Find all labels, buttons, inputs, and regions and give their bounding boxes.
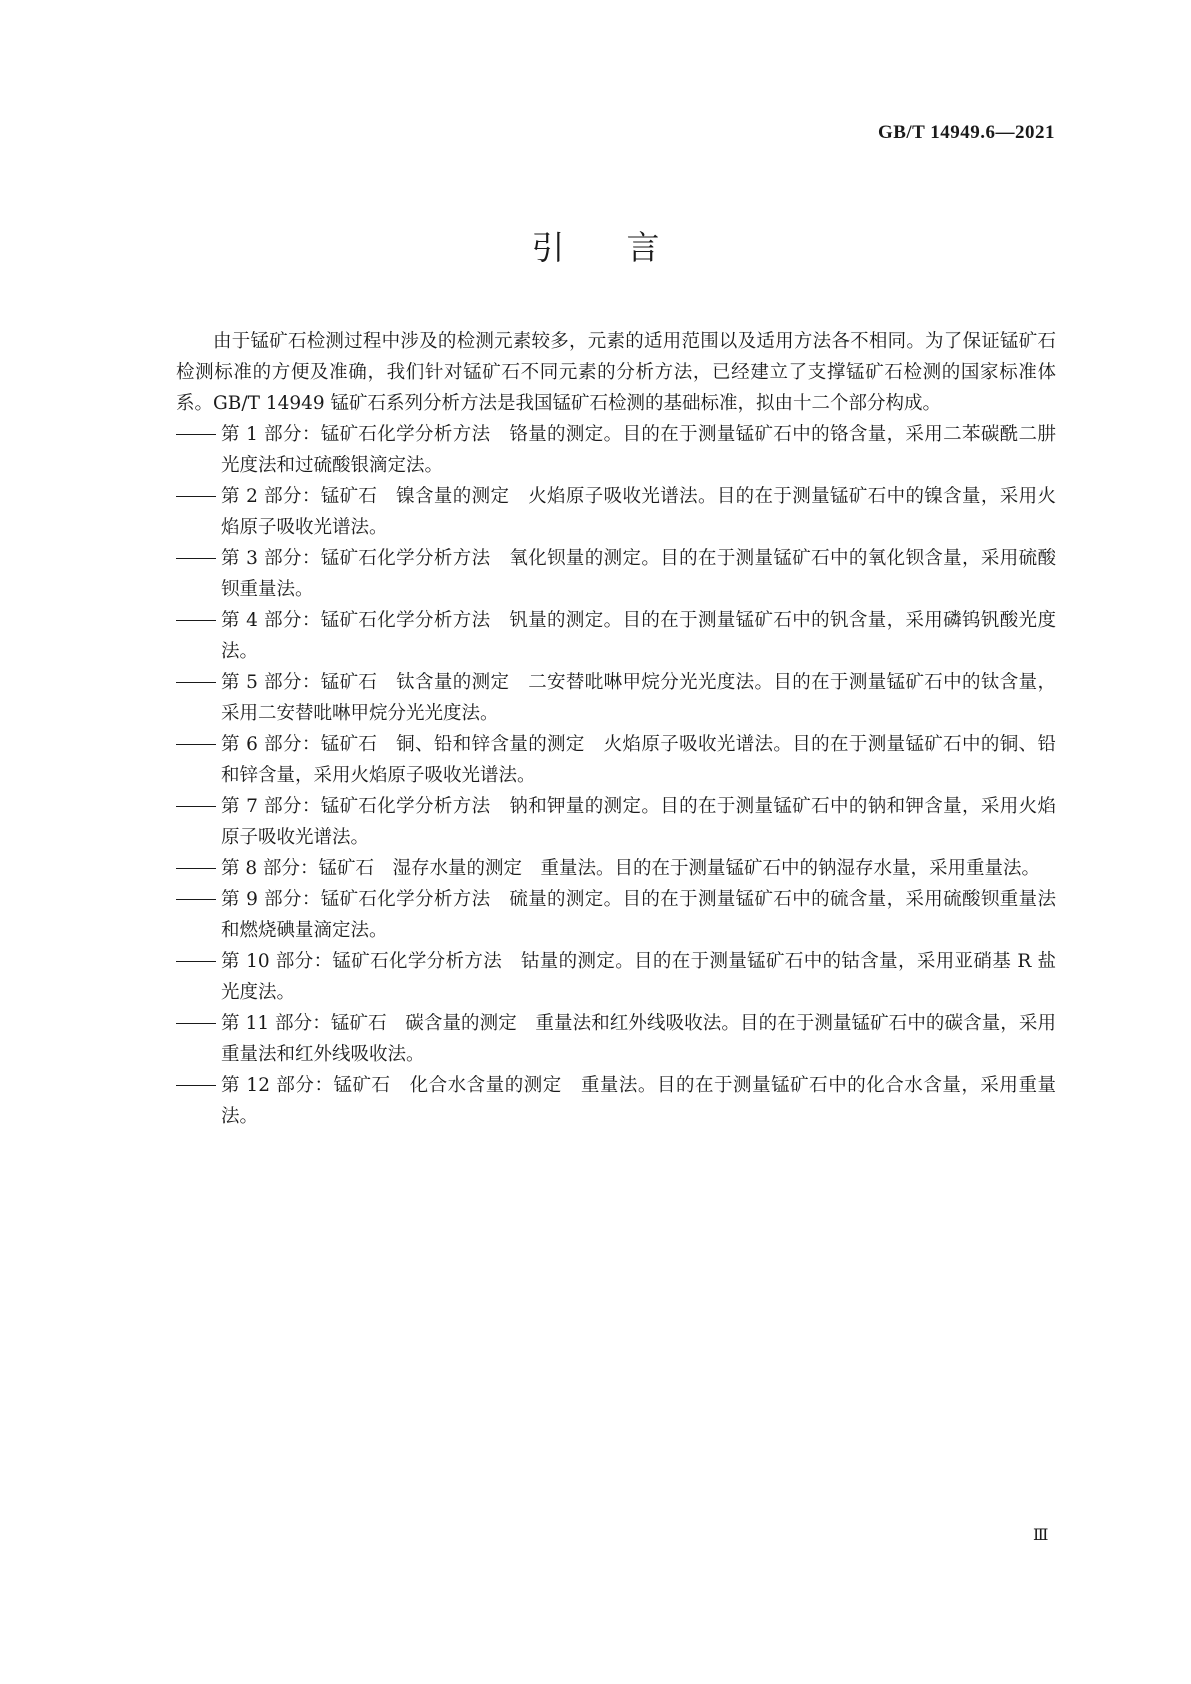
part-text: 第 3 部分：锰矿石化学分析方法 氧化钡量的测定。目的在于测量锰矿石中的氧化钡含量，采用硫酸钡重量法。 [221, 548, 1056, 600]
part-item [176, 884, 1056, 946]
part-item [176, 543, 1056, 605]
intro-paragraph: 由于锰矿石检测过程中涉及的检测元素较多，元素的适用范围以及适用方法各不相同。为了保证锰矿石检测标准的方便及准确，我们针对锰矿石不同元素的分析方法，已经建立了支撑锰矿石检测的国家标准体系。GB/T 14949 锰矿石系列分析方法是我国锰矿石检测的基础标准，拟由十二个部分构成。 [176, 331, 1056, 414]
part-text: 第 11 部分：锰矿石 碳含量的测定 重量法和红外线吸收法。目的在于测量锰矿石中的碳含量，采用重量法和红外线吸收法。 [221, 1013, 1056, 1065]
part-text: 第 6 部分：锰矿石 铜、铅和锌含量的测定 火焰原子吸收光谱法。目的在于测量锰矿石中的铜、铅和锌含量，采用火焰原子吸收光谱法。 [221, 734, 1056, 786]
part-item [176, 1070, 1056, 1132]
part-text: 第 2 部分：锰矿石 镍含量的测定 火焰原子吸收光谱法。目的在于测量锰矿石中的镍含量，采用火焰原子吸收光谱法。 [221, 486, 1056, 538]
standard-code: GB/T 14949.6—2021 [877, 122, 1055, 143]
part-item [176, 853, 1056, 884]
part-text: 第 5 部分：锰矿石 钛含量的测定 二安替吡啉甲烷分光光度法。目的在于测量锰矿石中的钛含量，采用二安替吡啉甲烷分光光度法。 [221, 672, 1056, 724]
part-text: 第 8 部分：锰矿石 湿存水量的测定 重量法。目的在于测量锰矿石中的钠湿存水量，采用重量法。 [221, 858, 1041, 879]
part-text: 第 10 部分：锰矿石化学分析方法 钴量的测定。目的在于测量锰矿石中的钴含量，采用亚硝基 R 盐光度法。 [221, 951, 1056, 1003]
part-text: 第 9 部分：锰矿石化学分析方法 硫量的测定。目的在于测量锰矿石中的硫含量，采用硫酸钡重量法和燃烧碘量滴定法。 [221, 889, 1056, 941]
document-body [176, 326, 1056, 1132]
page-title: 引言 [531, 228, 722, 267]
part-item [176, 481, 1056, 543]
part-text: 第 7 部分：锰矿石化学分析方法 钠和钾量的测定。目的在于测量锰矿石中的钠和钾含量，采用火焰原子吸收光谱法。 [221, 796, 1056, 848]
part-text: 第 4 部分：锰矿石化学分析方法 钒量的测定。目的在于测量锰矿石中的钒含量，采用磷钨钒酸光度法。 [221, 610, 1056, 662]
part-item [176, 667, 1056, 729]
part-item [176, 729, 1056, 791]
part-text: 第 1 部分：锰矿石化学分析方法 铬量的测定。目的在于测量锰矿石中的铬含量，采用二苯碳酰二肼光度法和过硫酸银滴定法。 [221, 424, 1056, 476]
part-text: 第 12 部分：锰矿石 化合水含量的测定 重量法。目的在于测量锰矿石中的化合水含量，采用重量法。 [221, 1075, 1056, 1127]
page-number: Ⅲ [1033, 1525, 1049, 1544]
part-item [176, 946, 1056, 1008]
part-item [176, 791, 1056, 853]
part-item [176, 605, 1056, 667]
part-item [176, 419, 1056, 481]
part-item [176, 1008, 1056, 1070]
